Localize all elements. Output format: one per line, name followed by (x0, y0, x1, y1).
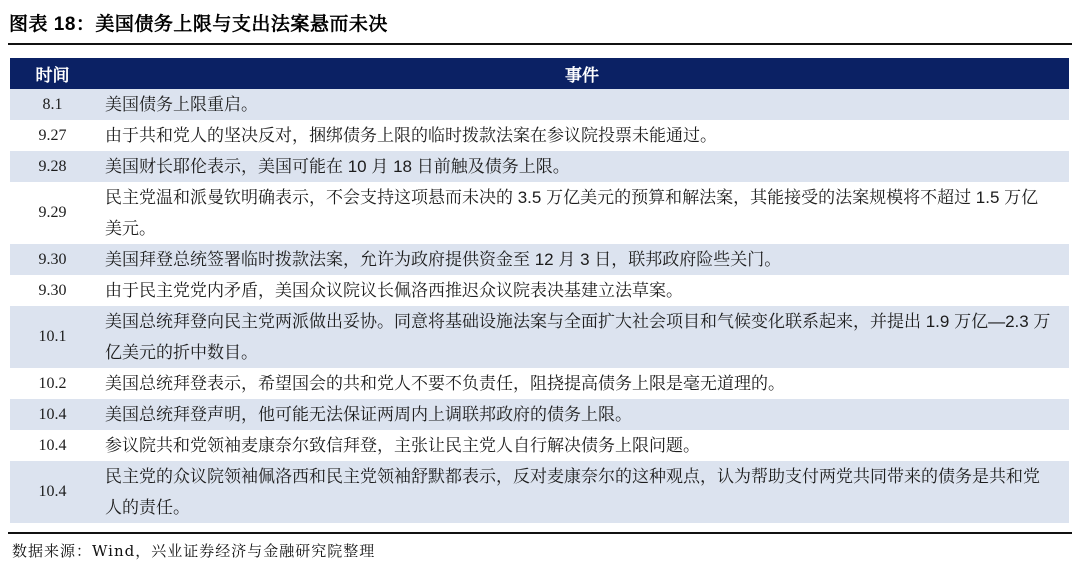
time-cell: 9.27 (38, 126, 67, 144)
table-row (10, 368, 1069, 399)
time-cell: 9.30 (38, 281, 67, 299)
table-row (10, 275, 1069, 306)
event-cell: 美国总统拜登表示，希望国会的共和党人不要不负责任，阻挠提高债务上限是毫无道理的。 (105, 374, 785, 393)
table-row (10, 182, 1069, 244)
table-row (10, 151, 1069, 182)
table-row (10, 244, 1069, 275)
table-row (10, 430, 1069, 461)
table-body (10, 89, 1069, 523)
table-row (10, 89, 1069, 120)
event-cell: 由于民主党党内矛盾，美国众议院议长佩洛西推迟众议院表决基建立法草案。 (105, 281, 683, 300)
title-divider (8, 43, 1072, 45)
time-cell: 8.1 (42, 95, 63, 113)
event-cell: 美国拜登总统签署临时拨款法案，允许为政府提供资金至 12 月 3 日，联邦政府险些关门。 (105, 250, 782, 269)
event-cell: 民主党温和派曼钦明确表示，不会支持这项悬而未决的 3.5 万亿美元的预算和解法案，其能接受的法案规模将不超过 1.5 万亿美元。 (105, 188, 1039, 238)
time-cell: 9.28 (38, 157, 67, 175)
table-row (10, 399, 1069, 430)
figure-title: 图表 18：美国债务上限与支出法案悬而未决 (9, 14, 388, 35)
event-cell: 参议院共和党领袖麦康奈尔致信拜登，主张让民主党人自行解决债务上限问题。 (105, 436, 700, 455)
table-row (10, 120, 1069, 151)
time-cell: 10.4 (38, 483, 67, 500)
event-cell: 美国债务上限重启。 (105, 95, 258, 114)
event-cell: 民主党的众议院领袖佩洛西和民主党领袖舒默都表示，反对麦康奈尔的这种观点，认为帮助支付两党共同带来的债务是共和党人的责任。 (105, 467, 1040, 517)
time-cell: 10.1 (38, 328, 67, 345)
event-cell: 美国总统拜登声明，他可能无法保证两周内上调联邦政府的债务上限。 (105, 405, 632, 424)
events-table (10, 58, 1069, 523)
time-cell: 9.30 (38, 250, 67, 268)
time-cell: 10.4 (38, 436, 67, 454)
time-cell: 10.2 (38, 374, 67, 392)
data-source-note: 数据来源：Wind，兴业证券经济与金融研究院整理 (12, 542, 376, 560)
event-cell: 美国总统拜登向民主党两派做出妥协。同意将基础设施法案与全面扩大社会项目和气候变化联系起来，并提出 1.9 万亿—2.3 万亿美元的折中数目。 (105, 312, 1051, 362)
time-cell: 9.29 (38, 204, 67, 221)
event-cell: 由于共和党人的坚决反对，捆绑债务上限的临时拨款法案在参议院投票未能通过。 (105, 126, 717, 145)
column-header-event: 事件 (565, 66, 599, 85)
table-row (10, 461, 1069, 523)
event-cell: 美国财长耶伦表示，美国可能在 10 月 18 日前触及债务上限。 (105, 157, 570, 176)
table-row (10, 306, 1069, 368)
column-header-time: 时间 (35, 66, 70, 85)
time-cell: 10.4 (38, 405, 67, 423)
table-header-row (10, 58, 1069, 89)
